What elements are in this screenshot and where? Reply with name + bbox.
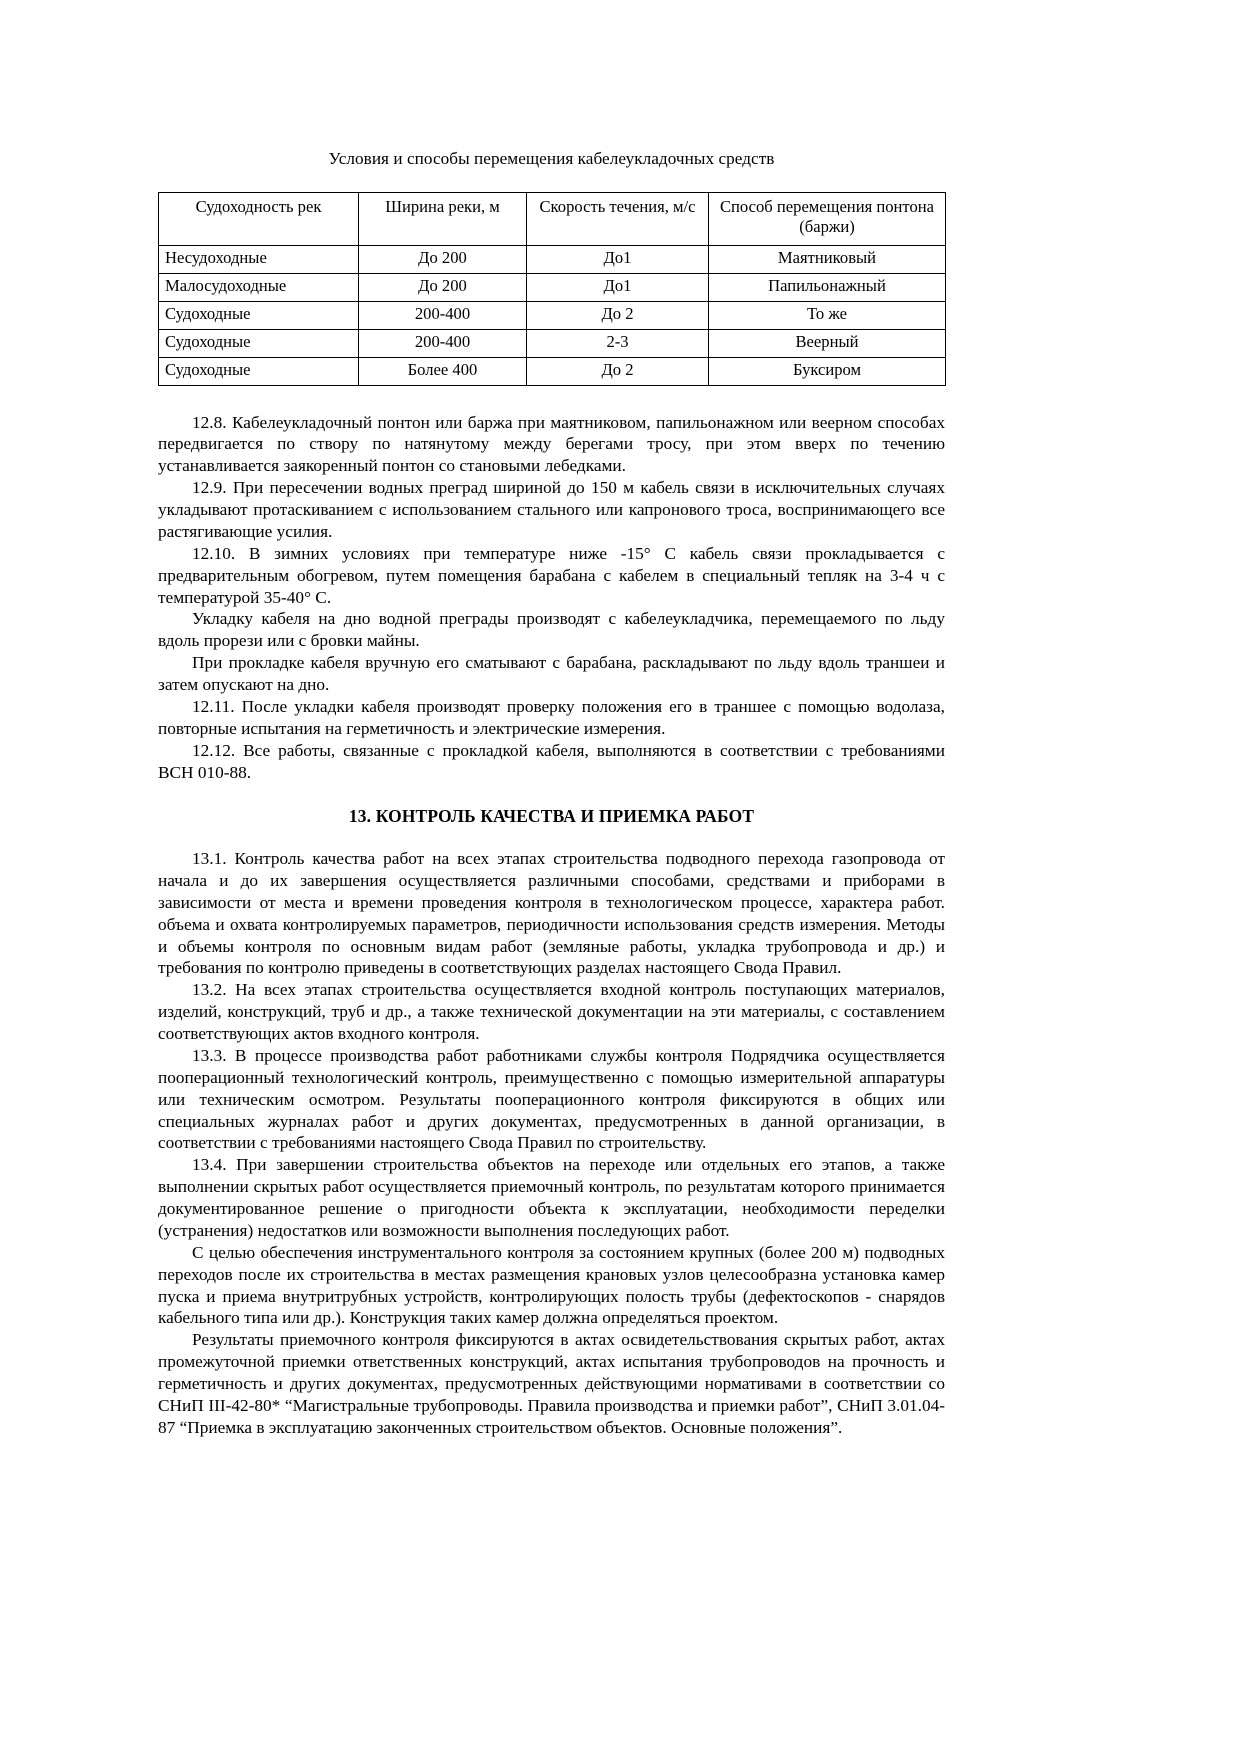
paragraph-13-3: 13.3. В процессе производства работ работниками службы контроля Подрядчика осуществляется пооперационный технологический контроль, преимущественно с помощью измерительной аппаратуры или техническим осмотром. Результаты пооперационного контроля фиксируются в общих или специальных журналах работ и других документах, предусмотренных в данной организации, в соответствии с требованиями настоящего Свода Правил по строительству. [158,1045,945,1153]
table-header-cell: Способ перемещения понтона (баржи) [709,192,946,245]
table-cell: Несудоходные [159,245,359,273]
table-row [159,273,946,301]
table-row [159,301,946,329]
table-cell: До 2 [527,357,709,385]
table-row [159,357,946,385]
table-header-cell: Скорость течения, м/с [527,192,709,245]
table-cell: Судоходные [159,357,359,385]
paragraph-manual-laying: При прокладке кабеля вручную его сматывают с барабана, раскладывают по льду вдоль траншеи и затем опускают на дно. [158,653,945,694]
paragraph-13-4: 13.4. При завершении строительства объектов на переходе или отдельных его этапов, а также выполнении скрытых работ осуществляется приемочный контроль, по результатам которого принимается документированное решение о пригодности объекта к эксплуатации, необходимости переделки (устранения) недостатков или возможности выполнения последующих работ. [158,1155,945,1240]
paragraph-12-9: 12.9. При пересечении водных преград шириной до 150 м кабель связи в исключительных случаях укладывают протаскиванием с использованием стального или капронового троса, воспринимающего все растягивающие усилия. [158,478,945,541]
paragraph-cable-laying-ice: Укладку кабеля на дно водной преграды производят с кабелеукладчика, перемещаемого по льду вдоль прорези или с бровки майны. [158,609,945,651]
table-row [159,329,946,357]
table-cell: Малосудоходные [159,273,359,301]
table-cell: До 2 [527,301,709,329]
table-cell: До 200 [359,245,527,273]
table-cell: Судоходные [159,301,359,329]
section-heading-13: 13. КОНТРОЛЬ КАЧЕСТВА И ПРИЕМКА РАБОТ [348,806,755,827]
table-cell: Папильонажный [709,273,946,301]
table-cell: 2-3 [527,329,709,357]
table-caption: Условия и способы перемещения кабелеукладочных средств [328,149,775,168]
table-header-row [159,192,946,245]
table-header-cell: Ширина реки, м [359,192,527,245]
paragraph-12-8: 12.8. Кабелеукладочный понтон или баржа при маятниковом, папильонажном или веерном способах передвигается по створу по натянутому между берегами тросу, при этом вверх по течению устанавливается заякоренный понтон со становыми лебедками. [158,412,945,476]
paragraph-12-11: 12.11. После укладки кабеля производят проверку положения его в траншее с помощью водолаза, повторные испытания на герметичность и электрические измерения. [158,696,945,738]
table-cell: Маятниковый [709,245,946,273]
paragraph-acceptance-results: Результаты приемочного контроля фиксируются в актах освидетельствования скрытых работ, актах промежуточной приемки ответственных конструкций, актах испытания трубопроводов на прочность и герметичность и других документах, предусмотренных действующими нормативами в соответствии со СНиП III-42-80* “Магистральные трубопроводы. Правила производства и приемки работ”, СНиП 3.01.04-87 “Приемка в эксплуатацию законченных строительством объектов. Основные положения”. [158,1330,945,1437]
conditions-table [158,192,946,386]
table-row [159,245,946,273]
table-header-cell: Судоходность рек [159,192,359,245]
table-cell: До1 [527,245,709,273]
paragraph-13-1: 13.1. Контроль качества работ на всех этапах строительства подводного перехода газопровода от начала и до их завершения осуществляется различными способами, средствами и приборами в зависимости от места и времени проведения контроля в технологическом процессе, характера работ. объема и охвата контролируемых параметров, периодичности использования средств измерения. Методы и объемы контроля по основным видам работ (земляные работы, укладка трубопровода и др.) и требования по контролю приведены в соответствующих разделах настоящего Свода Правил. [158,849,945,978]
paragraph-instrumental-control: С целью обеспечения инструментального контроля за состоянием крупных (более 200 м) подводных переходов после их строительства в местах размещения крановых узлов целесообразна установка камер пуска и приема внутритрубных устройств, контролирующих полость трубы (дефектоскопов - снарядов кабельного типа или др.). Конструкция таких камер должна определяться проектом. [158,1242,945,1328]
paragraph-13-2: 13.2. На всех этапах строительства осуществляется входной контроль поступающих материалов, изделий, конструкций, труб и др., а также технической документации на эти материалы, с составлением соответствующих актов входного контроля. [158,980,945,1043]
table-cell: До 200 [359,273,527,301]
table-cell: 200-400 [359,329,527,357]
table-cell: То же [709,301,946,329]
table-cell: До1 [527,273,709,301]
table-cell: Буксиром [709,357,946,385]
page-content [158,148,945,1439]
table-cell: 200-400 [359,301,527,329]
table-cell: Судоходные [159,329,359,357]
table-cell: Более 400 [359,357,527,385]
paragraph-12-10: 12.10. В зимних условиях при температуре ниже -15° С кабель связи прокладывается с предварительным обогревом, путем помещения барабана с кабелем в специальный тепляк на 3-4 ч с температурой 35-40° С. [158,543,945,607]
table-cell: Веерный [709,329,946,357]
paragraph-12-12: 12.12. Все работы, связанные с прокладкой кабеля, выполняются в соответствии с требованиями ВСН 010-88. [158,740,945,782]
